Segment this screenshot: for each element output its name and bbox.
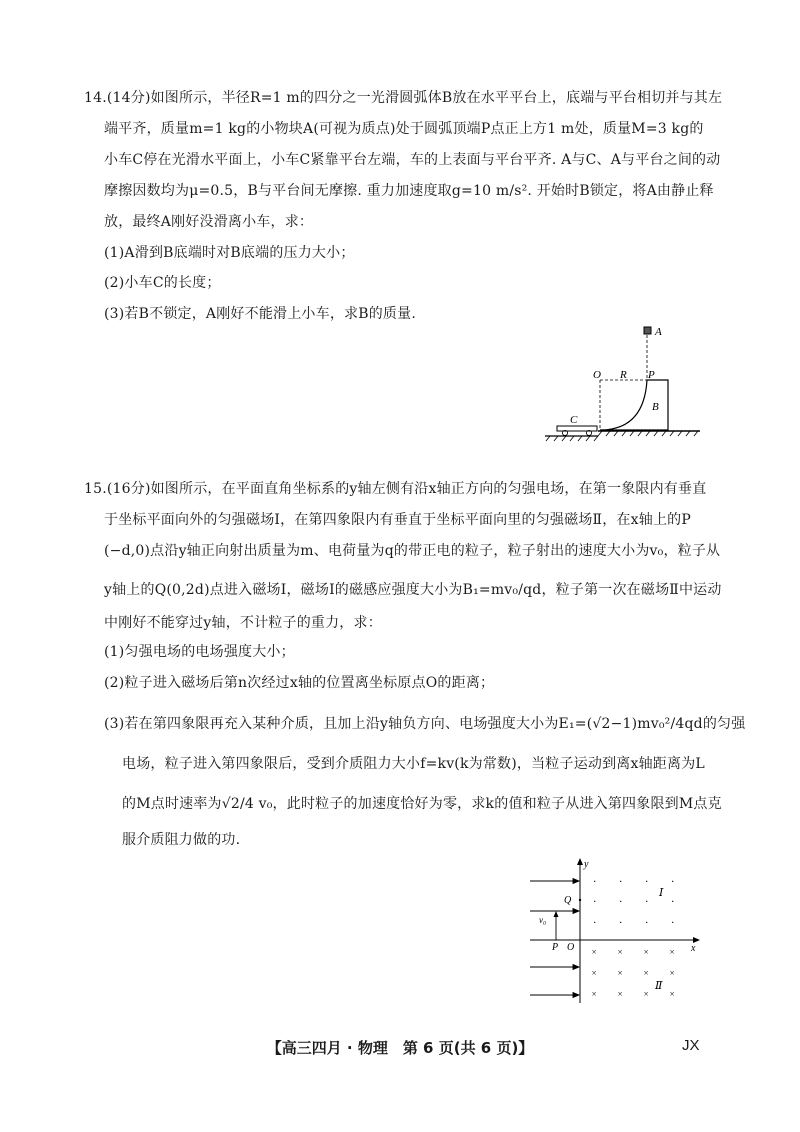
q14-line-5: 放，最终A刚好没滑离小车，求： <box>104 214 314 230</box>
q14-sub-3: (3)若B不锁定，A刚好不能滑上小车，求B的质量. <box>104 306 416 322</box>
label-q: Q <box>564 895 572 906</box>
svg-text:·: · <box>645 894 648 908</box>
svg-text:·: · <box>645 915 648 929</box>
q15-sub-3: (3)若在第四象限再充入某种介质，且加上沿y轴负方向、电场强度大小为E₁=(√2−1)mv₀²/4qd的匀强 <box>104 716 746 732</box>
label-b: B <box>652 401 659 413</box>
svg-text:·: · <box>619 874 622 888</box>
svg-text:×: × <box>669 947 676 957</box>
footer-code: JX <box>682 1037 700 1054</box>
svg-text:·: · <box>619 915 622 929</box>
svg-text:×: × <box>643 968 650 978</box>
q15-figure <box>525 855 705 1014</box>
label-region-1: Ⅰ <box>659 887 664 899</box>
block-a <box>644 327 651 334</box>
field-arrows <box>530 879 579 998</box>
label-r: R <box>620 369 627 381</box>
q14-line-3: 小车C停在光滑水平面上，小车C紧靠平台左端，车的上表面与平台平齐. A与C、A与平台之间的动 <box>104 152 721 168</box>
q15-sub-3-line-4: 服介质阻力做的功. <box>122 832 241 848</box>
svg-text:×: × <box>617 989 624 999</box>
ground-hatch <box>546 436 598 441</box>
svg-text:·: · <box>671 915 674 929</box>
svg-text:·: · <box>593 874 596 888</box>
q15-line-1: 15.(16分)如图所示，在平面直角坐标系的y轴左侧有沿x轴正方向的匀强电场，在第一象限内有垂直 <box>84 481 707 497</box>
label-x: x <box>691 943 696 954</box>
svg-text:×: × <box>669 989 676 999</box>
label-region-2: Ⅱ <box>655 980 663 992</box>
q14-figure <box>540 322 710 446</box>
cart-c <box>557 426 597 431</box>
v0-arrowhead <box>554 911 559 917</box>
q15-sub-1: (1)匀强电场的电场强度大小； <box>104 644 295 660</box>
q14-line-2: 端平齐，质量m=1 kg的小物块A(可视为质点)处于圆弧顶端P点正上方1 m处，质量M=3 kg的 <box>104 121 704 137</box>
label-p: P <box>552 942 559 953</box>
svg-text:×: × <box>617 968 624 978</box>
svg-text:·: · <box>593 894 596 908</box>
label-v0: v₀ <box>539 915 547 925</box>
svg-text:×: × <box>669 968 676 978</box>
svg-text:×: × <box>643 989 650 999</box>
svg-text:·: · <box>645 874 648 888</box>
label-y: y <box>584 859 589 870</box>
y-axis-arrow <box>577 858 583 865</box>
q15-line-3: (−d,0)点沿y轴正向射出质量为m、电荷量为q的带正电的粒子，粒子射出的速度大小为v₀，粒子从 <box>104 543 721 559</box>
q15-sub-3-line-2: 电场，粒子进入第四象限后，受到介质阻力大小f=kv(k为常数)，当粒子运动到离x轴距离为L <box>122 756 705 772</box>
svg-text:×: × <box>591 947 598 957</box>
q15-line-5: 中刚好不能穿过y轴，不计粒子的重力，求： <box>104 615 382 631</box>
region-1-dots <box>593 874 674 929</box>
q15-line-2: 于坐标平面向外的匀强磁场Ⅰ，在第四象限内有垂直于坐标平面向里的匀强磁场Ⅱ，在x轴上的P <box>104 512 691 528</box>
svg-text:·: · <box>671 894 674 908</box>
q15-line-4: y轴上的Q(0,2d)点进入磁场Ⅰ，磁场Ⅰ的磁感应强度大小为B₁=mv₀/qd，粒子第一次在磁场Ⅱ中运动 <box>104 582 722 598</box>
q15-sub-3-line-3: 的M点时速率为√2/4 v₀，此时粒子的加速度恰好为零，求k的值和粒子从进入第四象限到M点克 <box>122 796 722 812</box>
svg-text:×: × <box>617 947 624 957</box>
svg-text:·: · <box>593 915 596 929</box>
svg-text:×: × <box>591 989 598 999</box>
label-c: C <box>570 414 578 426</box>
q14-sub-1: (1)A滑到B底端时对B底端的压力大小； <box>104 245 355 261</box>
q15-sub-2: (2)粒子进入磁场后第n次经过x轴的位置离坐标原点O的距离； <box>104 675 495 691</box>
label-a: A <box>655 326 662 338</box>
q14-sub-2: (2)小车C的长度； <box>104 275 221 291</box>
label-p: P <box>648 369 655 381</box>
svg-text:·: · <box>619 894 622 908</box>
svg-text:×: × <box>591 968 598 978</box>
q14-line-1: 14.(14分)如图所示，半径R=1 m的四分之一光滑圆弧体B放在水平平台上，底端与平台相切并与其左 <box>84 90 723 106</box>
page-footer: 【高三四月 · 物理 第 6 页(共 6 页)】 <box>266 1039 534 1057</box>
q14-line-4: 摩擦因数均为μ=0.5，B与平台间无摩擦. 重力加速度取g=10 m/s². 开始时B锁定，将A由静止释 <box>104 183 714 199</box>
label-o: O <box>593 369 601 381</box>
label-origin: O <box>567 942 575 953</box>
svg-text:·: · <box>671 874 674 888</box>
svg-text:×: × <box>643 947 650 957</box>
point-q <box>579 899 581 901</box>
